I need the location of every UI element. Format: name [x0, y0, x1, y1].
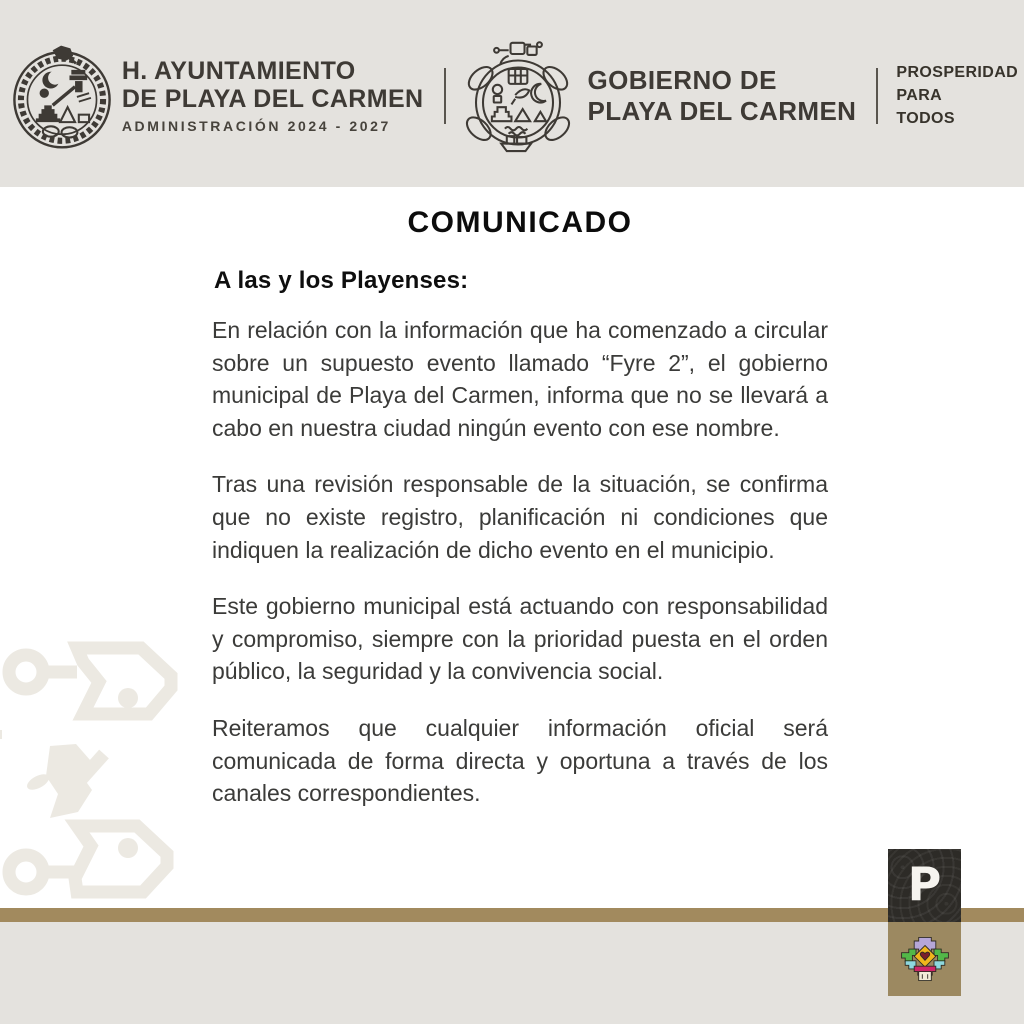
administration-period: ADMINISTRACIÓN 2024 - 2027 — [121, 118, 391, 134]
paragraph-1: En relación con la información que ha comenzado a circular sobre un supuesto evento llamado “Fyre 2”, el gobierno municipal de Playa del Carmen, informa que no se llevará a cabo en nuestra ciudad ningún evento con ese nombre. — [212, 317, 828, 441]
corner-brand-badge — [888, 849, 961, 996]
slogan-line2: PARA — [896, 86, 943, 104]
header-content — [6, 35, 1018, 157]
paragraph-2: Tras una revisión responsable de la situación, se confirma que no existe registro, planificación ni condiciones que indiquen la realización de dicho evento en el municipio. — [212, 471, 828, 563]
slogan-line3: TODOS — [896, 110, 955, 128]
flower-emblem-icon — [898, 932, 952, 986]
ayuntamiento-seal-icon — [6, 37, 118, 155]
ayuntamiento-line2: DE PLAYA DEL CARMEN — [121, 85, 424, 113]
footer-band — [0, 922, 1024, 1024]
page-title: COMUNICADO — [407, 206, 633, 239]
communique-body — [212, 206, 828, 834]
header-band — [0, 0, 1024, 187]
paragraph-3: Este gobierno municipal está actuando con responsabilidad y compromiso, siempre con la prioridad puesta en el orden público, la seguridad y la convivencia social. — [212, 593, 828, 685]
p-monogram-letter: P — [907, 857, 942, 911]
ayuntamiento-wordmark — [122, 57, 424, 134]
gobierno-wordmark — [588, 65, 857, 126]
flower-emblem-tile — [888, 922, 961, 996]
footer-accent-line — [0, 908, 1024, 922]
header-divider-2 — [876, 68, 878, 124]
paragraph-4: Reiteramos que cualquier información oficial será comunicada de forma directa y oportuna a través de los canales correspondientes. — [212, 714, 828, 807]
salutation: A las y los Playenses: — [214, 267, 469, 294]
slogan-line1: PROSPERIDAD — [896, 63, 1019, 81]
ayuntamiento-line1: H. AYUNTAMIENTO — [121, 57, 356, 85]
mayan-circuit-watermark-icon — [0, 634, 190, 910]
header-divider-1 — [444, 68, 446, 124]
gobierno-emblem-icon — [462, 35, 574, 157]
slogan-block — [896, 61, 1018, 131]
gobierno-line1: GOBIERNO DE — [587, 64, 777, 95]
gobierno-line2: PLAYA DEL CARMEN — [587, 95, 857, 126]
p-monogram-tile — [888, 849, 961, 922]
